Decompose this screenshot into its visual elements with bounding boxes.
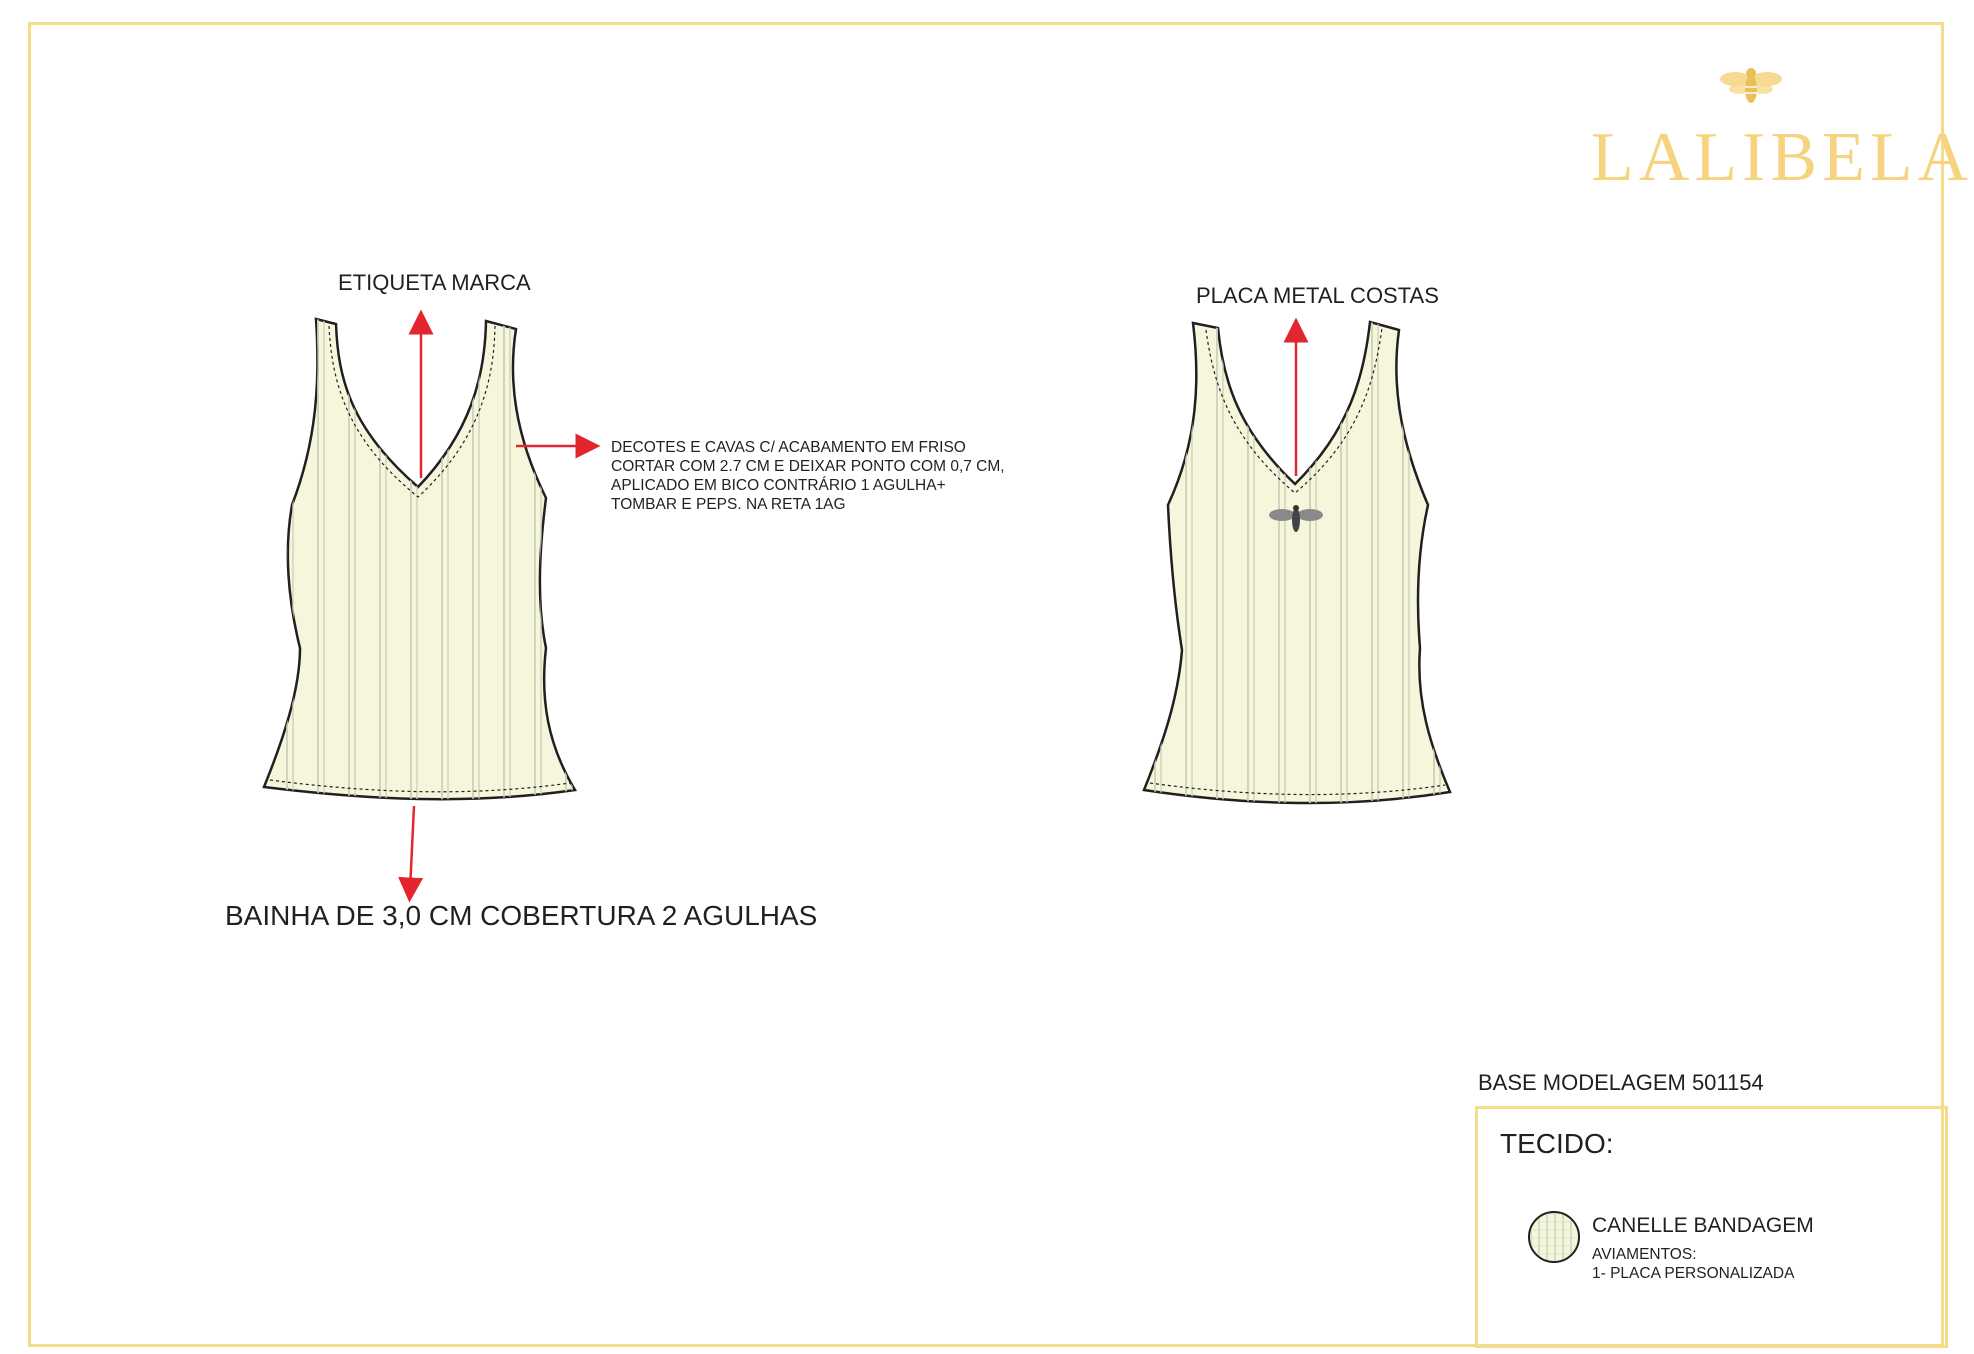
bee-logo-icon <box>1720 68 1782 103</box>
tecido-heading: TECIDO: <box>1500 1128 1614 1159</box>
placa-label: PLACA METAL COSTAS <box>1196 283 1439 308</box>
aviamentos-label: AVIAMENTOS: <box>1592 1246 1697 1263</box>
neckline-note-line: DECOTES E CAVAS C/ ACABAMENTO EM FRISO <box>611 439 966 456</box>
brand-logo: LALIBELA <box>1591 119 1974 196</box>
fabric-name: CANELLE BANDAGEM <box>1592 1214 1814 1237</box>
neckline-note-line: TOMBAR E PEPS. NA RETA 1AG <box>611 496 846 513</box>
etiqueta-label: ETIQUETA MARCA <box>338 270 531 295</box>
neckline-note-line: CORTAR COM 2.7 CM E DEIXAR PONTO COM 0,7 CM, <box>611 458 1005 475</box>
bainha-label: BAINHA DE 3,0 CM COBERTURA 2 AGULHAS <box>225 900 818 931</box>
fabric-swatch <box>1527 1210 1581 1264</box>
aviamentos-item: 1- PLACA PERSONALIZADA <box>1592 1265 1795 1282</box>
base-model-label: BASE MODELAGEM 501154 <box>1478 1070 1764 1095</box>
neckline-note <box>611 438 1005 514</box>
arrow-bainha <box>410 806 414 890</box>
neckline-note-line: APLICADO EM BICO CONTRÁRIO 1 AGULHA+ <box>611 477 946 494</box>
front-garment <box>264 319 575 799</box>
